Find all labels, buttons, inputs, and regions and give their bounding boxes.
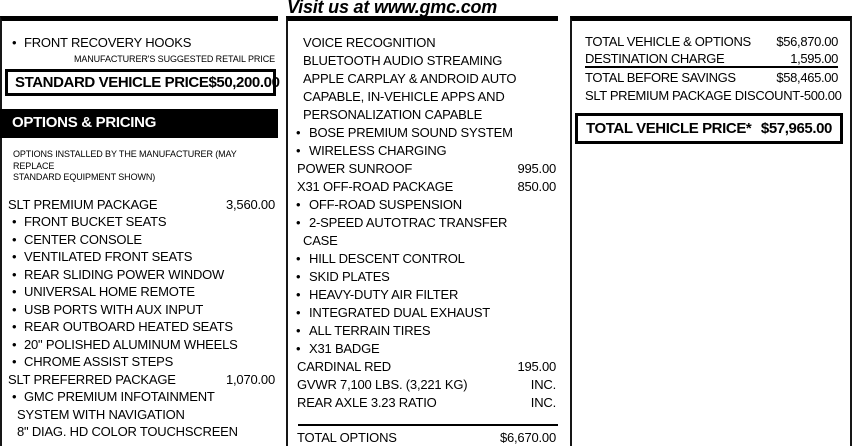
bullet-icon: • xyxy=(12,301,17,317)
option-row xyxy=(2,406,278,424)
item-label: X31 BADGE xyxy=(309,340,380,356)
item-label: CAPABLE, IN-VEHICLE APPS AND xyxy=(303,88,505,104)
item-label: SLT PREMIUM PACKAGE DISCOUNT xyxy=(585,87,800,103)
totals-row xyxy=(585,68,838,86)
option-row xyxy=(2,318,278,336)
item-value: 850.00 xyxy=(517,178,556,194)
option-row xyxy=(2,423,278,441)
item-label: APPLE CARPLAY & ANDROID AUTO xyxy=(303,70,517,86)
item-label: DESTINATION CHARGE xyxy=(585,50,725,66)
option-row xyxy=(288,231,558,249)
totals-row xyxy=(585,86,842,104)
totals-list xyxy=(572,32,850,104)
item-label: REAR SLIDING POWER WINDOW xyxy=(24,266,225,282)
item-value: $56,870.00 xyxy=(776,33,838,49)
bullet-icon: • xyxy=(296,124,301,140)
item-label: HILL DESCENT CONTROL xyxy=(309,250,465,266)
bullet-icon: • xyxy=(12,214,17,230)
bullet-icon: • xyxy=(296,250,301,266)
feature-label: FRONT RECOVERY HOOKS xyxy=(24,34,192,50)
bullet-icon: • xyxy=(12,319,17,335)
item-value: 3,560.00 xyxy=(225,196,275,212)
item-label: GVWR 7,100 LBS. (3,221 KG) xyxy=(297,376,468,392)
option-row xyxy=(288,321,558,339)
website-banner: Visit us at www.gmc.com xyxy=(287,0,498,17)
item-label: INTEGRATED DUAL EXHAUST xyxy=(309,304,491,320)
standard-feature-row xyxy=(2,33,278,51)
option-row xyxy=(288,195,558,213)
option-row xyxy=(288,51,558,69)
item-label: GMC PREMIUM INFOTAINMENT xyxy=(24,389,215,405)
totals-row xyxy=(585,32,838,50)
standard-vehicle-price-box xyxy=(5,69,280,96)
item-value: 195.00 xyxy=(517,358,556,374)
total-vehicle-price-label: TOTAL VEHICLE PRICE* xyxy=(586,120,752,137)
total-options-value: $6,670.00 xyxy=(499,429,556,445)
bullet-icon: • xyxy=(12,266,17,282)
item-label: 20" POLISHED ALUMINUM WHEELS xyxy=(24,336,238,352)
item-value: INC. xyxy=(530,394,556,410)
item-label: WIRELESS CHARGING xyxy=(309,142,447,158)
option-row xyxy=(2,336,278,354)
item-label: ALL TERRAIN TIRES xyxy=(309,322,431,338)
item-label: OFF-ROAD SUSPENSION xyxy=(309,196,462,212)
totals-row xyxy=(585,50,838,68)
left-options-list xyxy=(2,196,278,441)
option-row xyxy=(2,371,278,389)
item-label: VOICE RECOGNITION xyxy=(303,34,436,50)
item-value: INC. xyxy=(530,376,556,392)
option-row xyxy=(288,267,558,285)
item-label: TOTAL VEHICLE & OPTIONS xyxy=(585,33,751,49)
item-label: REAR AXLE 3.23 RATIO xyxy=(297,394,437,410)
total-vehicle-price-value: $57,965.00 xyxy=(760,120,832,137)
item-label: TOTAL BEFORE SAVINGS xyxy=(585,69,736,85)
total-options-rule xyxy=(298,424,558,426)
item-label: SLT PREMIUM PACKAGE xyxy=(8,196,158,212)
item-value: $58,465.00 xyxy=(776,69,838,85)
option-row xyxy=(288,33,558,51)
item-label: 2-SPEED AUTOTRAC TRANSFER xyxy=(309,214,508,230)
item-label: CARDINAL RED xyxy=(297,358,391,374)
option-row xyxy=(288,357,558,375)
option-row xyxy=(288,285,558,303)
item-value: -500.00 xyxy=(799,87,842,103)
option-row xyxy=(288,159,558,177)
item-label: CHROME ASSIST STEPS xyxy=(24,354,174,370)
total-options-label: TOTAL OPTIONS xyxy=(297,429,397,445)
option-row xyxy=(2,388,278,406)
item-label: REAR OUTBOARD HEATED SEATS xyxy=(24,319,233,335)
option-row xyxy=(288,213,558,231)
option-row xyxy=(288,249,558,267)
option-row xyxy=(288,375,558,393)
item-label: BLUETOOTH AUDIO STREAMING xyxy=(303,52,503,68)
item-label: X31 OFF-ROAD PACKAGE xyxy=(297,178,454,194)
item-value: 1,595.00 xyxy=(790,50,838,66)
bullet-icon: • xyxy=(296,196,301,212)
bullet-icon: • xyxy=(296,340,301,356)
item-label: PERSONALIZATION CAPABLE xyxy=(303,106,483,122)
option-row xyxy=(288,303,558,321)
item-label: CENTER CONSOLE xyxy=(24,231,142,247)
total-options-row xyxy=(288,428,558,446)
item-label: SKID PLATES xyxy=(309,268,390,284)
bullet-icon: • xyxy=(296,142,301,158)
option-row xyxy=(288,177,558,195)
item-label: VENTILATED FRONT SEATS xyxy=(24,249,193,265)
options-pricing-header: OPTIONS & PRICING xyxy=(0,109,278,138)
item-label: USB PORTS WITH AUX INPUT xyxy=(24,301,204,317)
bullet-icon: • xyxy=(12,231,17,247)
total-vehicle-price-box xyxy=(575,113,843,144)
item-label: HEAVY-DUTY AIR FILTER xyxy=(309,286,459,302)
bullet-icon: • xyxy=(12,336,17,352)
bullet-icon: • xyxy=(12,34,17,50)
option-row xyxy=(2,248,278,266)
bullet-icon: • xyxy=(296,268,301,284)
options-disclaimer xyxy=(13,149,278,184)
standard-vehicle-price-value: $50,200.00 xyxy=(208,74,280,91)
disclaimer-line: STANDARD EQUIPMENT SHOWN) xyxy=(13,172,156,182)
item-value: 1,070.00 xyxy=(225,371,275,387)
option-row xyxy=(2,353,278,371)
middle-options-list xyxy=(288,33,558,411)
left-column xyxy=(0,16,278,446)
msrp-caption: MANUFACTURER'S SUGGESTED RETAIL PRICE xyxy=(73,54,275,64)
bullet-icon: • xyxy=(12,249,17,265)
bullet-icon: • xyxy=(296,286,301,302)
item-label: SYSTEM WITH NAVIGATION xyxy=(17,406,185,422)
bullet-icon: • xyxy=(12,389,17,405)
option-row xyxy=(2,301,278,319)
standard-vehicle-price-label: STANDARD VEHICLE PRICE xyxy=(15,74,209,91)
option-row xyxy=(2,196,278,214)
option-row xyxy=(288,87,558,105)
option-row xyxy=(2,283,278,301)
bullet-icon: • xyxy=(296,304,301,320)
option-row xyxy=(288,123,558,141)
item-value: 995.00 xyxy=(517,160,556,176)
item-label: FRONT BUCKET SEATS xyxy=(24,214,167,230)
option-row xyxy=(288,339,558,357)
item-label: UNIVERSAL HOME REMOTE xyxy=(24,284,195,300)
bullet-icon: • xyxy=(12,354,17,370)
totals-column xyxy=(570,16,852,446)
middle-column xyxy=(286,16,558,446)
option-row xyxy=(288,141,558,159)
item-label: BOSE PREMIUM SOUND SYSTEM xyxy=(309,124,513,140)
option-row xyxy=(2,266,278,284)
option-row xyxy=(288,69,558,87)
item-label: SLT PREFERRED PACKAGE xyxy=(8,371,176,387)
item-label: CASE xyxy=(303,232,338,248)
option-row xyxy=(288,105,558,123)
option-row xyxy=(288,393,558,411)
disclaimer-line: OPTIONS INSTALLED BY THE MANUFACTURER (MAY REPLACE xyxy=(13,149,237,171)
bullet-icon: • xyxy=(12,284,17,300)
bullet-icon: • xyxy=(296,214,301,230)
option-row xyxy=(2,231,278,249)
item-label: 8" DIAG. HD COLOR TOUCHSCREEN xyxy=(17,424,238,440)
option-row xyxy=(2,213,278,231)
bullet-icon: • xyxy=(296,322,301,338)
item-label: POWER SUNROOF xyxy=(297,160,413,176)
